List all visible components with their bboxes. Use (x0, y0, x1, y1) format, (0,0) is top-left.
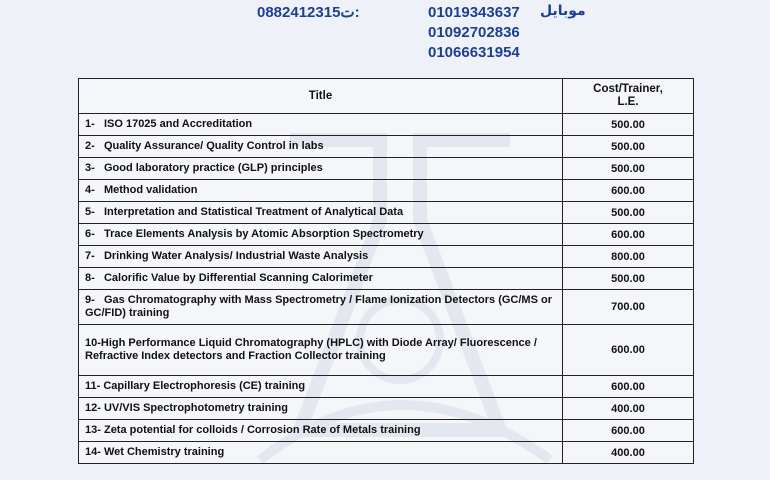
course-cost: 500.00 (563, 136, 694, 158)
table-row (79, 158, 694, 180)
telephone (257, 3, 360, 21)
course-title (79, 136, 563, 158)
mobile-label: موبايل (540, 3, 586, 19)
row-number: 12- (85, 402, 101, 414)
table-row (79, 376, 694, 398)
course-title (79, 420, 563, 442)
course-cost: 500.00 (563, 114, 694, 136)
course-title (79, 180, 563, 202)
row-title: Zeta potential for colloids / Corrosion Rate of Metals training (103, 424, 421, 436)
header-cost-line2: L.E. (617, 96, 639, 108)
course-title (79, 268, 563, 290)
course-title (79, 158, 563, 180)
table-row (79, 268, 694, 290)
header-cost-line1: Cost/Trainer, (593, 83, 663, 95)
mobile-number-1: 01019343637 (428, 4, 520, 21)
course-cost: 400.00 (563, 398, 694, 420)
row-number: 3- (85, 162, 95, 174)
row-title: Method validation (103, 184, 198, 196)
table-row (79, 442, 694, 464)
header-cost (563, 79, 694, 114)
row-title: Wet Chemistry training (103, 446, 225, 458)
row-number: 14- (85, 446, 101, 458)
table-row (79, 136, 694, 158)
mobile-numbers (428, 3, 520, 63)
row-number: 10- (85, 337, 101, 349)
course-title (79, 224, 563, 246)
course-cost: 600.00 (563, 325, 694, 376)
table-row (79, 224, 694, 246)
table-row (79, 114, 694, 136)
tel-label: ت: (340, 4, 360, 21)
row-number: 6- (85, 228, 95, 240)
row-title: Gas Chromatography with Mass Spectrometry / Flame Ionization Detectors (GC/MS or GC/FID) training (85, 294, 552, 319)
course-cost: 600.00 (563, 420, 694, 442)
row-title: Good laboratory practice (GLP) principles (103, 162, 323, 174)
row-number: 13- (85, 424, 101, 436)
table-row (79, 246, 694, 268)
courses-table (78, 78, 694, 464)
table-row (79, 202, 694, 224)
course-cost: 600.00 (563, 376, 694, 398)
row-title: Calorific Value by Differential Scanning Calorimeter (103, 272, 373, 284)
course-cost: 600.00 (563, 180, 694, 202)
course-title (79, 114, 563, 136)
table-row (79, 180, 694, 202)
row-number: 7- (85, 250, 95, 262)
table-row (79, 325, 694, 376)
contact-header (0, 0, 770, 70)
course-title (79, 246, 563, 268)
course-cost: 500.00 (563, 268, 694, 290)
mobile-number-2: 01092702836 (428, 24, 520, 41)
row-title: ISO 17025 and Accreditation (103, 118, 253, 130)
row-number: 1- (85, 118, 95, 130)
row-title: High Performance Liquid Chromatography (HPLC) with Diode Array/ Fluorescence / Refractive Index detectors and Fraction Collector training (85, 337, 537, 362)
course-cost: 500.00 (563, 158, 694, 180)
course-cost: 400.00 (563, 442, 694, 464)
course-title (79, 290, 563, 325)
course-title (79, 398, 563, 420)
row-title: Drinking Water Analysis/ Industrial Waste Analysis (103, 250, 369, 262)
course-title (79, 376, 563, 398)
table-header-row (79, 79, 694, 114)
course-cost: 700.00 (563, 290, 694, 325)
course-title (79, 325, 563, 376)
table-row (79, 420, 694, 442)
table-row (79, 290, 694, 325)
row-number: 8- (85, 272, 95, 284)
row-title: Interpretation and Statistical Treatment of Analytical Data (103, 206, 404, 218)
row-title: Trace Elements Analysis by Atomic Absorption Spectrometry (103, 228, 424, 240)
course-cost: 600.00 (563, 224, 694, 246)
row-number: 2- (85, 140, 95, 152)
row-number: 9- (85, 294, 95, 306)
course-cost: 800.00 (563, 246, 694, 268)
tel-number: 0882412315 (257, 4, 341, 21)
row-number: 11- (85, 380, 101, 392)
row-title: Capillary Electrophoresis (CE) training (103, 380, 306, 392)
row-title: UV/VIS Spectrophotometry training (103, 402, 288, 414)
course-title (79, 442, 563, 464)
course-title (79, 202, 563, 224)
table-row (79, 398, 694, 420)
course-cost: 500.00 (563, 202, 694, 224)
mobile-number-3: 01066631954 (428, 44, 520, 61)
header-title: Title (79, 79, 563, 114)
row-number: 4- (85, 184, 95, 196)
row-title: Quality Assurance/ Quality Control in labs (103, 140, 324, 152)
row-number: 5- (85, 206, 95, 218)
